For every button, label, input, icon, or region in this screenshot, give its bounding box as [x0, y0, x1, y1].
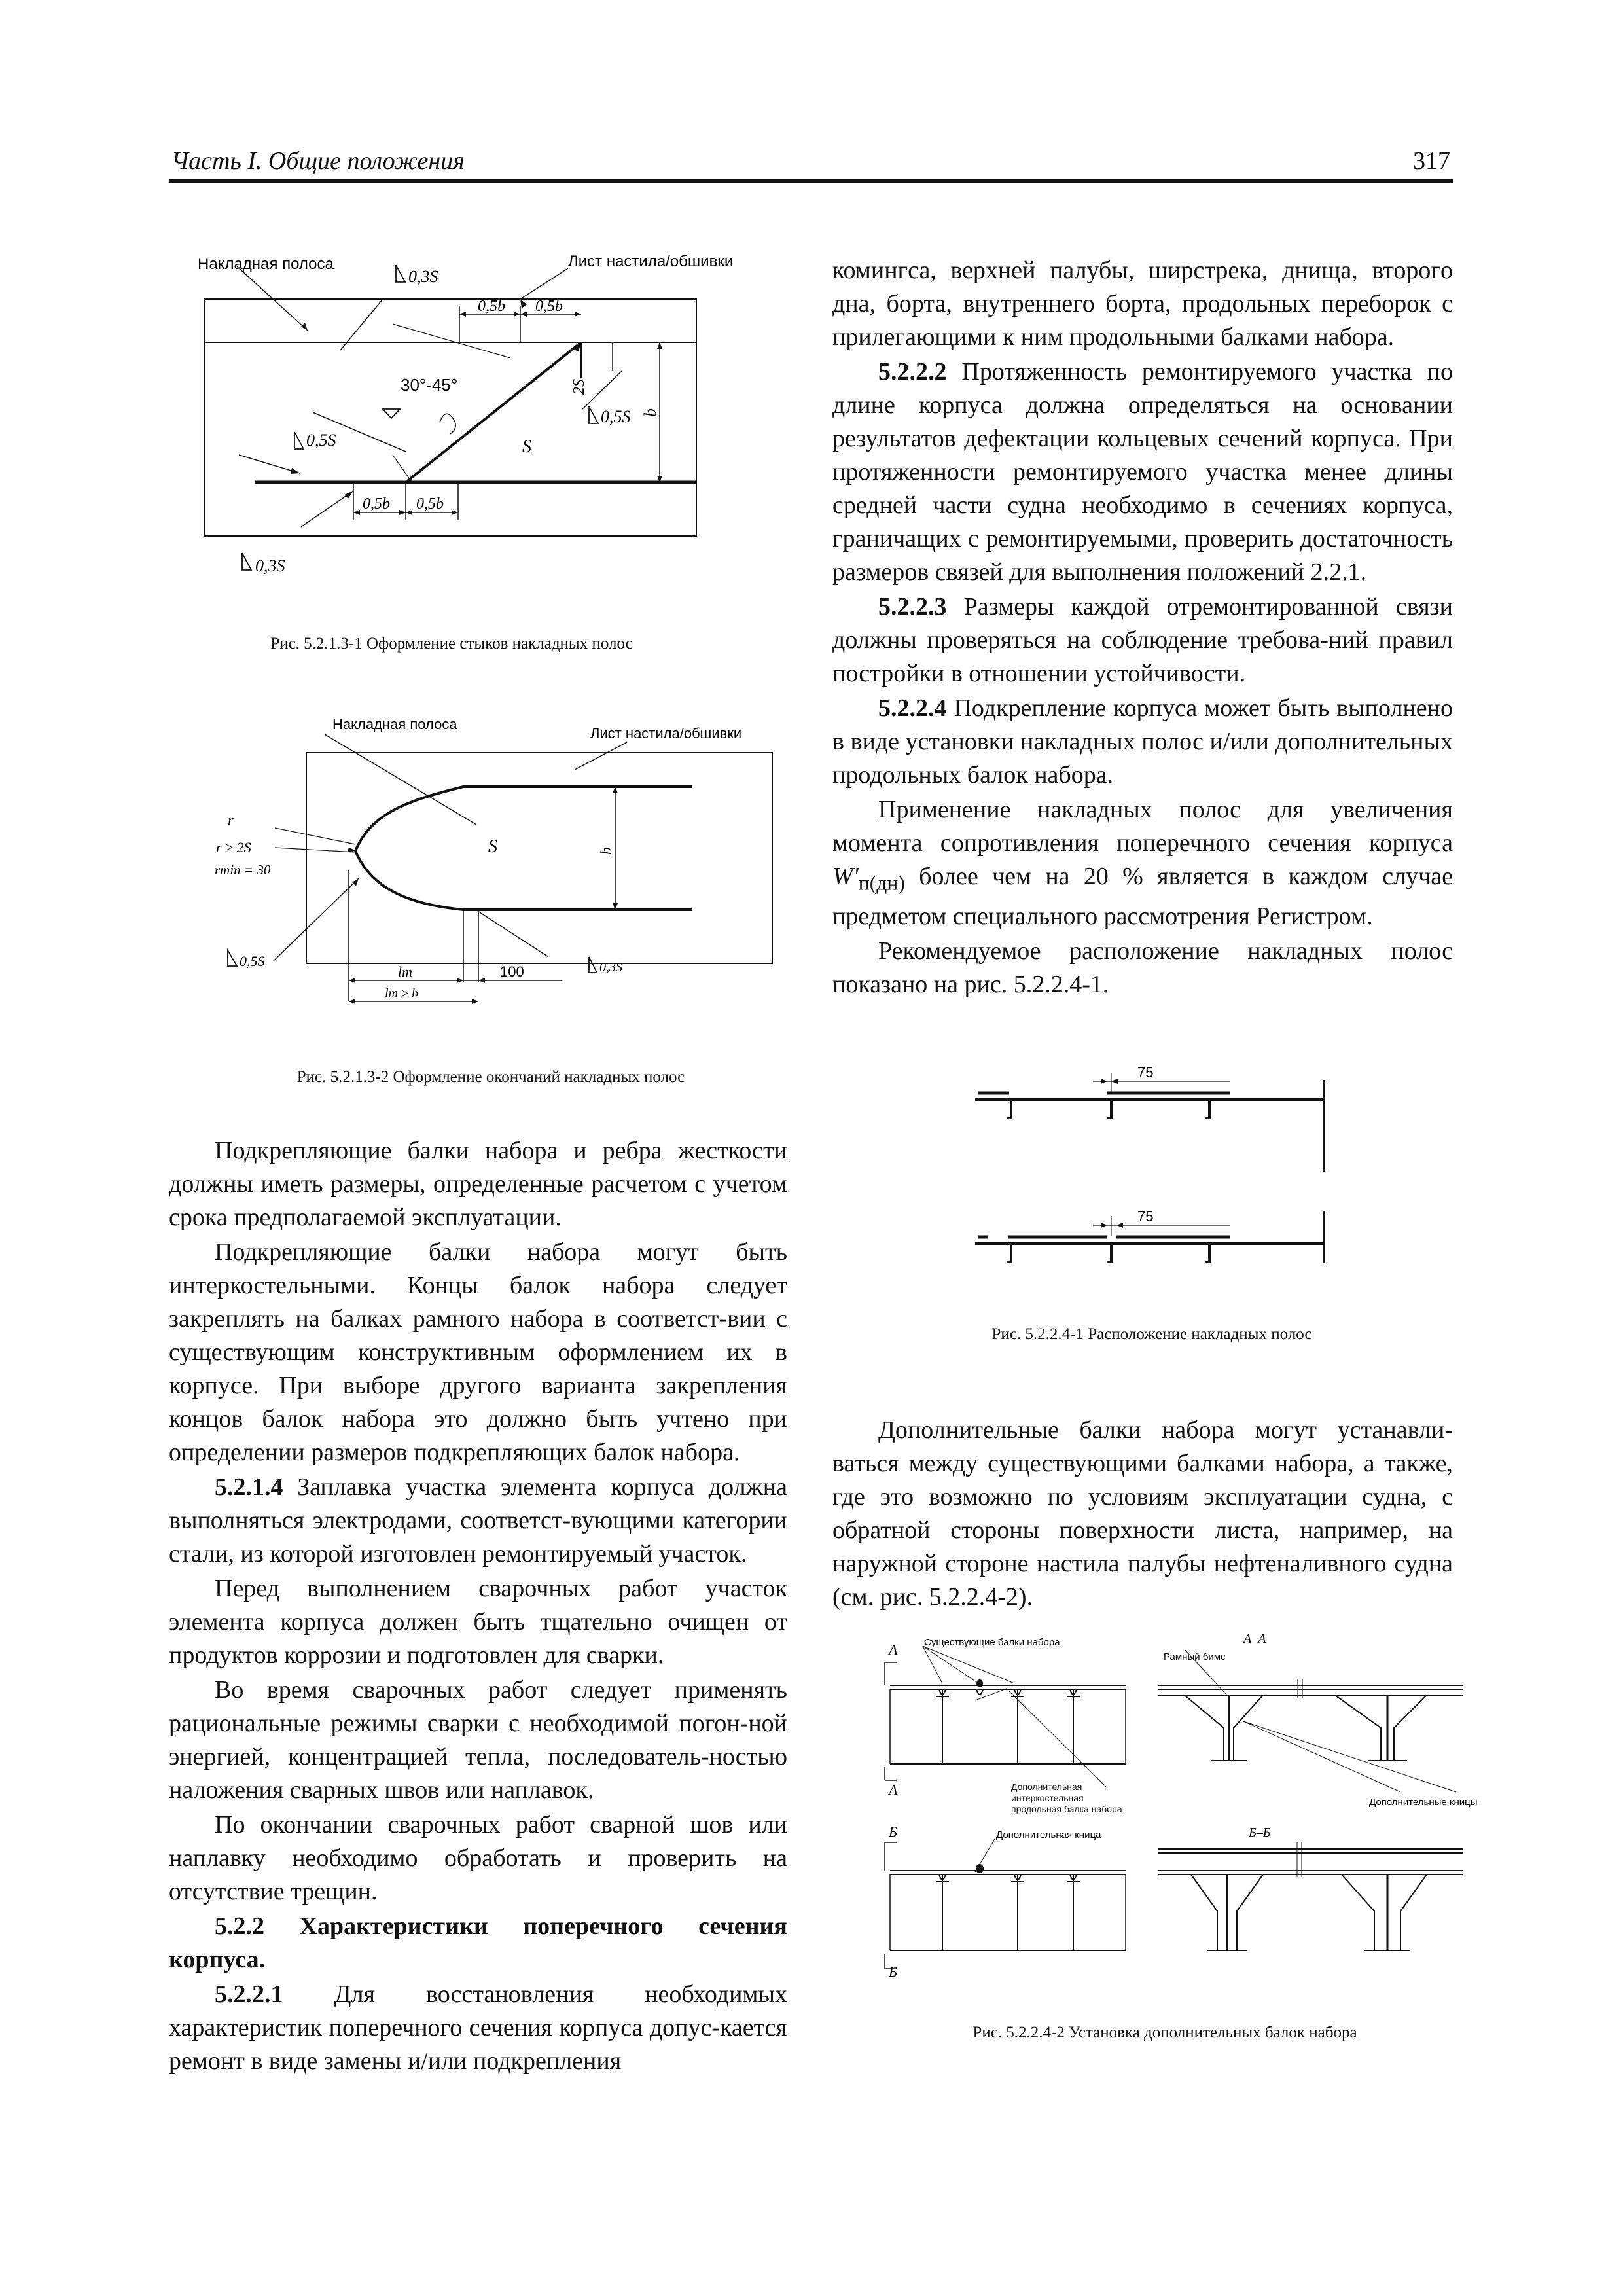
- figure-overlay-ending: [208, 713, 784, 1021]
- radius-label: r: [228, 812, 234, 828]
- overlay-top-edge: [355, 787, 692, 851]
- section-mark-a-bottom: А: [889, 1782, 898, 1798]
- clause-number: 5.2.2.3: [878, 593, 947, 620]
- section-mark-b-bottom: Б: [889, 1964, 897, 1980]
- paragraph: Подкрепляющие балки набора и ребра жесткости должны иметь размеры, определенные расчетом с учетом срока предполагаемой эксплуатации.: [169, 1137, 787, 1231]
- dim-half-b-3: 0,5b: [363, 495, 390, 512]
- thickness-s: S: [488, 836, 497, 857]
- section-mark-b-top: Б: [889, 1823, 897, 1840]
- paragraph: Перед выполнением сварочных работ участок элемента корпуса должен быть тщательно очищен от продуктов коррозии и подготовлен для сварки.: [169, 1575, 787, 1669]
- text-run: Применение накладных полос для увеличения момента сопротивления поперечного сечения корпуса: [832, 796, 1453, 857]
- thickness-s: S: [522, 437, 531, 457]
- paragraph: Рекомендуемое расположение накладных полос показано на рис. 5.2.2.4-1.: [832, 937, 1453, 998]
- angle-label: 30°-45°: [401, 375, 458, 395]
- radius-rule: r ≥ 2S: [216, 839, 251, 855]
- weld-label-left: 0,5S: [306, 431, 336, 450]
- page-number: 317: [1413, 147, 1450, 175]
- paragraph: Подкрепляющие балки набора могут быть интеркостельными. Концы балок набора следует закреплять на балках рамного набора в соответст-вии с существующим конструктивным оформлением их в корпусе. При выборе другого варианта закрепления концов балок набора это должно быть учтено при определении размеров подкрепляющих балок набора.: [169, 1238, 787, 1466]
- figure-caption-2: Рис. 5.2.1.3-2 Оформление окончаний накладных полос: [296, 1068, 685, 1086]
- slanted-joint: [406, 342, 581, 482]
- figure-overlay-joint: [190, 245, 734, 599]
- weld-label-bottom: 0,3S: [255, 556, 285, 575]
- label-extra-bracket: Дополнительная кница: [996, 1829, 1101, 1840]
- paragraph-5-2-2-3: [832, 590, 1453, 691]
- sheet-outline: [306, 753, 772, 963]
- right-text-column-top: [832, 254, 1453, 1001]
- dim-half-b-2: 0,5b: [535, 298, 563, 315]
- clause-text: Протяженность ремонтируемого участка по длине корпуса должна определяться на основании результатов дефектации кольцевых сечений корпуса. При протяженности ремонтируемого участка менее длины средней части судна необходимо в сечениях корпуса, граничащих с ремонтируемыми, проверить достаточность размеров связей для выполнения положений 2.2.1.: [832, 358, 1453, 586]
- radius-min: rmin = 30: [215, 862, 271, 878]
- dim-half-b-1: 0,5b: [478, 298, 505, 315]
- dim-2s: 2S: [571, 379, 588, 395]
- clause-text: Подкрепление корпуса может быть выполнено в виде установки накладных полос и/или дополнительных продольных балок набора.: [832, 694, 1453, 789]
- symbol-w: W': [832, 863, 859, 890]
- figure-caption-1: Рис. 5.2.1.3-1 Оформление стыков накладных полос: [270, 635, 633, 653]
- clause-text: Размеры каждой отремонтированной связи должны проверяться на соблюдение требова-ний правил постройки в отношении устойчивости.: [832, 593, 1453, 687]
- weld-label-left: 0,5S: [240, 953, 265, 969]
- label-extra-brackets: Дополнительные кницы: [1369, 1797, 1478, 1808]
- clause-text: Заплавка участка элемента корпуса должна выполняться электродами, соответст-вующими категории стали, из которой изготовлен ремонтируемый участок.: [169, 1473, 787, 1568]
- figure-caption-4: Рис. 5.2.2.4-2 Установка дополнительных балок набора: [972, 2024, 1357, 2041]
- paragraph-5-2-2-4: [832, 692, 1453, 792]
- weld-label-top: 0,3S: [408, 267, 438, 286]
- paragraph-5-2-1-4: [169, 1471, 787, 1571]
- dim-half-b-4: 0,5b: [416, 495, 444, 512]
- dim-b: b: [641, 408, 660, 417]
- paragraph: По окончании сварочных работ сварной шов или наплавку необходимо обработать и проверить на отсутствие трещин.: [169, 1811, 787, 1905]
- overlay-bottom-edge: [355, 851, 692, 910]
- section-mark-a-top: А: [889, 1641, 898, 1658]
- figure-overlay-arrangement: [969, 1054, 1335, 1276]
- label-sheet: Лист настила/обшивки: [590, 725, 742, 742]
- label-existing-beams: Существующие балки набора: [924, 1637, 1060, 1648]
- weld-label-right: 0,3S: [599, 960, 622, 975]
- clause-number: 5.2.2.4: [878, 694, 947, 722]
- running-head: Часть I. Общие положения: [171, 147, 465, 175]
- label-overlay-strip: Накладная полоса: [198, 255, 334, 273]
- paragraph-5-2-2-1: [169, 1978, 787, 2078]
- label-overlay-strip: Накладная полоса: [332, 716, 457, 732]
- clause-number: 5.2.2.2: [878, 358, 947, 386]
- dim-75-bottom: 75: [1137, 1208, 1154, 1225]
- figure-caption-3: Рис. 5.2.2.4-1 Расположение накладных полос: [991, 1325, 1312, 1343]
- paragraph: Во время сварочных работ следует применять рациональные режимы сварки с необходимой погон-ной энергией, концентрацией тепла, последователь-ностью наложения сварных швов или наплавок.: [169, 1676, 787, 1804]
- dim-lm-rule: lm ≥ b: [385, 986, 418, 1001]
- dim-100: 100: [500, 963, 524, 980]
- section-title-bb: Б–Б: [1249, 1825, 1271, 1840]
- section-heading-5-2-2: 5.2.2 Характеристики поперечного сечения корпуса.: [169, 1912, 787, 1973]
- dim-75-top: 75: [1137, 1064, 1154, 1081]
- clause-number: 5.2.2.1: [215, 1981, 283, 2008]
- left-text-column: [169, 1134, 787, 2078]
- text-run: более чем на 20 % является в каждом случае предметом специального рассмотрения Регистром.: [832, 863, 1453, 930]
- paragraph-continued: комингса, верхней палубы, ширстрека, днища, второго дна, борта, внутреннего борта, продольных переборок с прилегающими к ним продольными балками набора.: [832, 257, 1453, 351]
- label-sheet: Лист настила/обшивки: [568, 253, 734, 270]
- clause-text: Для восстановления необходимых характеристик поперечного сечения корпуса допус-кается ремонт в виде замены и/или подкрепления: [169, 1981, 787, 2075]
- right-text-column-bottom: [832, 1414, 1453, 1614]
- paragraph: [832, 793, 1453, 933]
- symbol-subscript: п(дн): [858, 871, 905, 895]
- weld-label-right: 0,5S: [601, 407, 631, 426]
- label-intercostal-beam: Дополнительная интеркостельная продольная балка набора: [1011, 1782, 1122, 1814]
- section-title-aa: А–А: [1243, 1632, 1266, 1646]
- page-header: [169, 140, 1453, 183]
- dim-lm: lm: [398, 963, 412, 980]
- label-web-frame: Рамный бимс: [1164, 1651, 1226, 1662]
- dim-b: b: [598, 847, 615, 855]
- paragraph: Дополнительные балки набора могут устанавли-ваться между существующими балками набора, а также, где это возможно по условиям эксплуатации судна, с обратной стороны поверхности листа, например, на наружной стороне настила палубы нефтеналивного судна (см. рис. 5.2.2.4-2).: [832, 1416, 1453, 1611]
- clause-number: 5.2.1.4: [215, 1473, 283, 1501]
- paragraph-5-2-2-2: [832, 355, 1453, 589]
- figure-additional-beams: [877, 1623, 1478, 1980]
